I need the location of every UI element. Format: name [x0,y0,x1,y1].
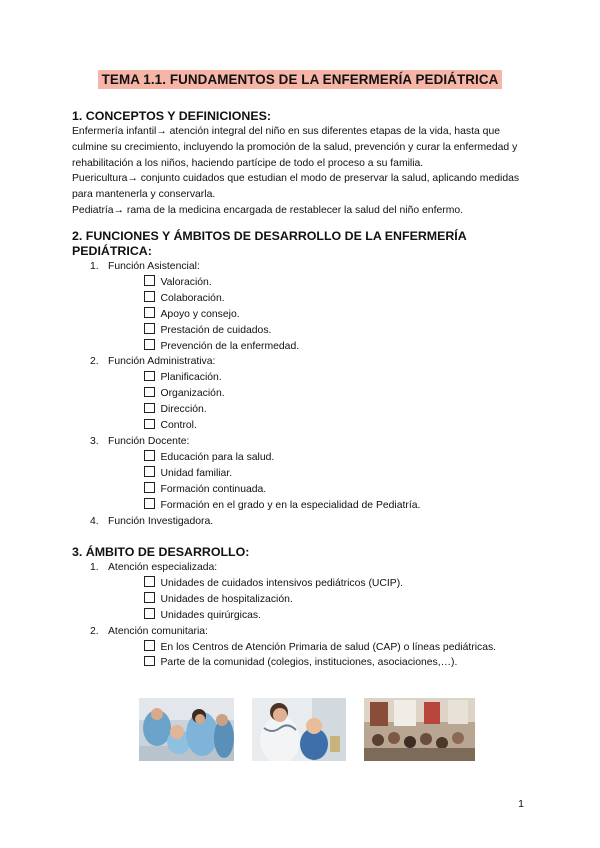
checkbox-icon [144,291,155,302]
checkbox-icon [144,419,155,430]
checkbox-icon [144,482,155,493]
checkbox-item: Unidades de hospitalización. [72,592,532,608]
section2-heading: 2. FUNCIONES Y ÁMBITOS DE DESARROLLO DE LA ENFERMERÍA PEDIÁTRICA: [72,229,467,258]
checkbox-item: Formación en el grado y en la especialidad de Pediatría. [72,498,532,514]
list-item: 4. Función Investigadora. [90,515,214,527]
section3-heading: 3. ÁMBITO DE DESARROLLO: [72,545,250,559]
definition-enfermeria-infantil: Enfermería infantil→ atención integral del niño en sus diferentes etapas de la vida, hasta que culmine su crecimiento, incluyendo la promoción de la salud, prevención y curar la enfermedad y rehabilitación a los niños, haciendo partícipe de todo el proceso a su familia. [72,126,518,169]
list-item: 1. Atención especializada: [90,562,218,573]
checkbox-icon [144,450,155,461]
checkbox-icon [144,656,155,667]
checkbox-icon [144,640,155,651]
checkbox-item: Unidad familiar. [72,466,532,482]
checkbox-icon [144,466,155,477]
checkbox-item: Organización. [72,386,532,402]
section2-list [72,259,532,529]
photo-nurse-examining-child [252,698,346,761]
checkbox-item: Dirección. [72,402,532,418]
checkbox-icon [144,307,155,318]
checkbox-icon [144,371,155,382]
document-title: TEMA 1.1. FUNDAMENTOS DE LA ENFERMERÍA PEDIÁTRICA [98,70,503,89]
checkbox-item: Valoración. [72,275,532,291]
title-wrap [0,70,600,89]
checkbox-icon [144,576,155,587]
checkbox-item: Parte de la comunidad (colegios, instituciones, asociaciones,…). [72,655,532,671]
page-number: 1 [518,798,524,810]
checkbox-icon [144,403,155,414]
checkbox-icon [144,387,155,398]
section3-list [72,560,532,671]
checkbox-item: Colaboración. [72,291,532,307]
checkbox-item: Control. [72,418,532,434]
photo-community-meeting [364,698,475,761]
checkbox-item: Prestación de cuidados. [72,323,532,339]
section1-body [72,124,532,219]
checkbox-icon [144,592,155,603]
checkbox-item: Planificación. [72,370,532,386]
checkbox-item: En los Centros de Atención Primaria de salud (CAP) o líneas pediátricas. [72,640,532,656]
checkbox-icon [144,339,155,350]
checkbox-icon [144,275,155,286]
checkbox-icon [144,608,155,619]
definition-pediatria: Pediatría→ rama de la medicina encargada de restablecer la salud del niño enfermo. [72,204,464,216]
checkbox-item: Prevención de la enfermedad. [72,339,532,355]
checkbox-item: Apoyo y consejo. [72,307,532,323]
checkbox-item: Unidades quirúrgicas. [72,608,532,624]
list-item: 2. Función Administrativa: [90,356,216,368]
list-item: 2. Atención comunitaria: [90,625,208,637]
checkbox-item: Unidades de cuidados intensivos pediátricos (UCIP). [72,576,532,592]
checkbox-item: Formación continuada. [72,482,532,498]
list-item: 1. Función Asistencial: [90,261,200,272]
definition-puericultura: Puericultura→ conjunto cuidados que estudian el modo de preservar la salud, aplicando medidas para mantenerla y conservarla. [72,173,520,201]
checkbox-icon [144,323,155,334]
photo-nurses-with-child [139,698,234,761]
section1-heading: 1. CONCEPTOS Y DEFINICIONES: [72,109,271,123]
list-item: 3. Función Docente: [90,435,190,447]
checkbox-icon [144,498,155,509]
checkbox-item: Educación para la salud. [72,450,532,466]
